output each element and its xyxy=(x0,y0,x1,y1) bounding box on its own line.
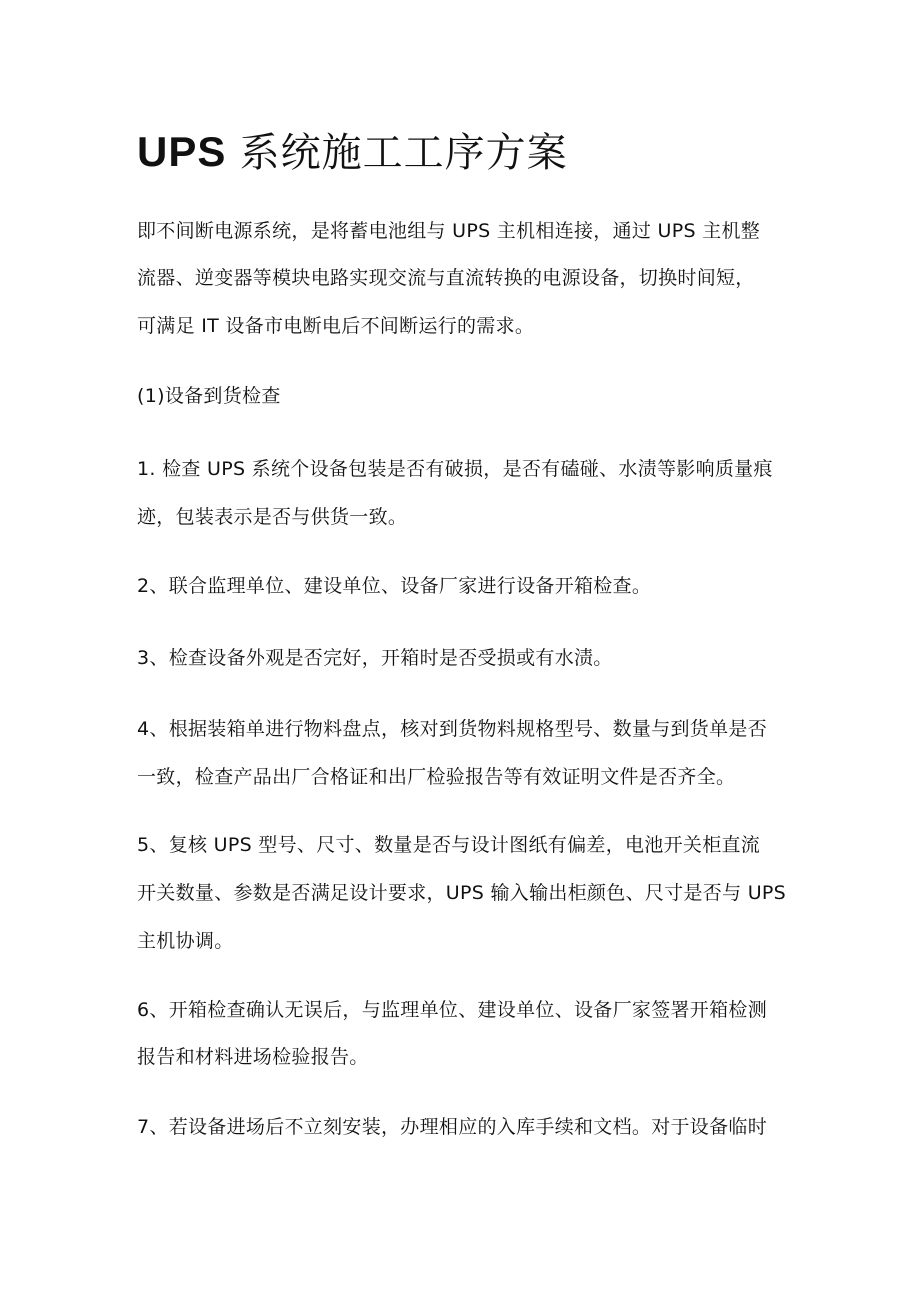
document-title-latin: UPS xyxy=(137,128,227,175)
text-line: 开关数量、参数是否满足设计要求，UPS 输入输出柜颜色、尺寸是否与 UPS xyxy=(137,882,787,904)
text-line: 2、联合监理单位、建设单位、设备厂家进行设备开箱检查。 xyxy=(137,575,652,597)
text-line: 一致，检查产品出厂合格证和出厂检验报告等有效证明文件是否齐全。 xyxy=(137,766,736,788)
text-line: 5、复核 UPS 型号、尺寸、数量是否与设计图纸有偏差，电池开关柜直流 xyxy=(137,834,761,856)
text-line: 3、检查设备外观是否完好，开箱时是否受损或有水渍。 xyxy=(137,647,613,669)
text-line: 可满足 IT 设备市电断电后不间断运行的需求。 xyxy=(137,315,535,337)
text-line: 6、开箱检查确认无误后，与监理单位、建设单位、设备厂家签署开箱检测 xyxy=(137,999,767,1021)
text-line: 1. 检查 UPS 系统个设备包装是否有破损，是否有磕碰、水渍等影响质量痕 xyxy=(137,458,773,480)
text-line: 报告和材料进场检验报告。 xyxy=(137,1046,369,1068)
text-line: 即不间断电源系统，是将蓄电池组与 UPS 主机相连接，通过 UPS 主机整 xyxy=(137,220,761,242)
text-line: (1)设备到货检查 xyxy=(137,385,281,407)
text-line: 迹，包装表示是否与供货一致。 xyxy=(137,506,408,528)
text-line: 7、若设备进场后不立刻安装，办理相应的入库手续和文档。对于设备临时 xyxy=(137,1116,767,1138)
document-title-cjk: 系统施工工序方案 xyxy=(239,130,568,176)
text-line: 4、根据装箱单进行物料盘点，核对到货物料规格型号、数量与到货单是否 xyxy=(137,718,767,740)
document-title xyxy=(137,124,568,181)
text-line: 流器、逆变器等模块电路实现交流与直流转换的电源设备，切换时间短， xyxy=(137,267,755,289)
text-line: 主机协调。 xyxy=(137,930,234,952)
